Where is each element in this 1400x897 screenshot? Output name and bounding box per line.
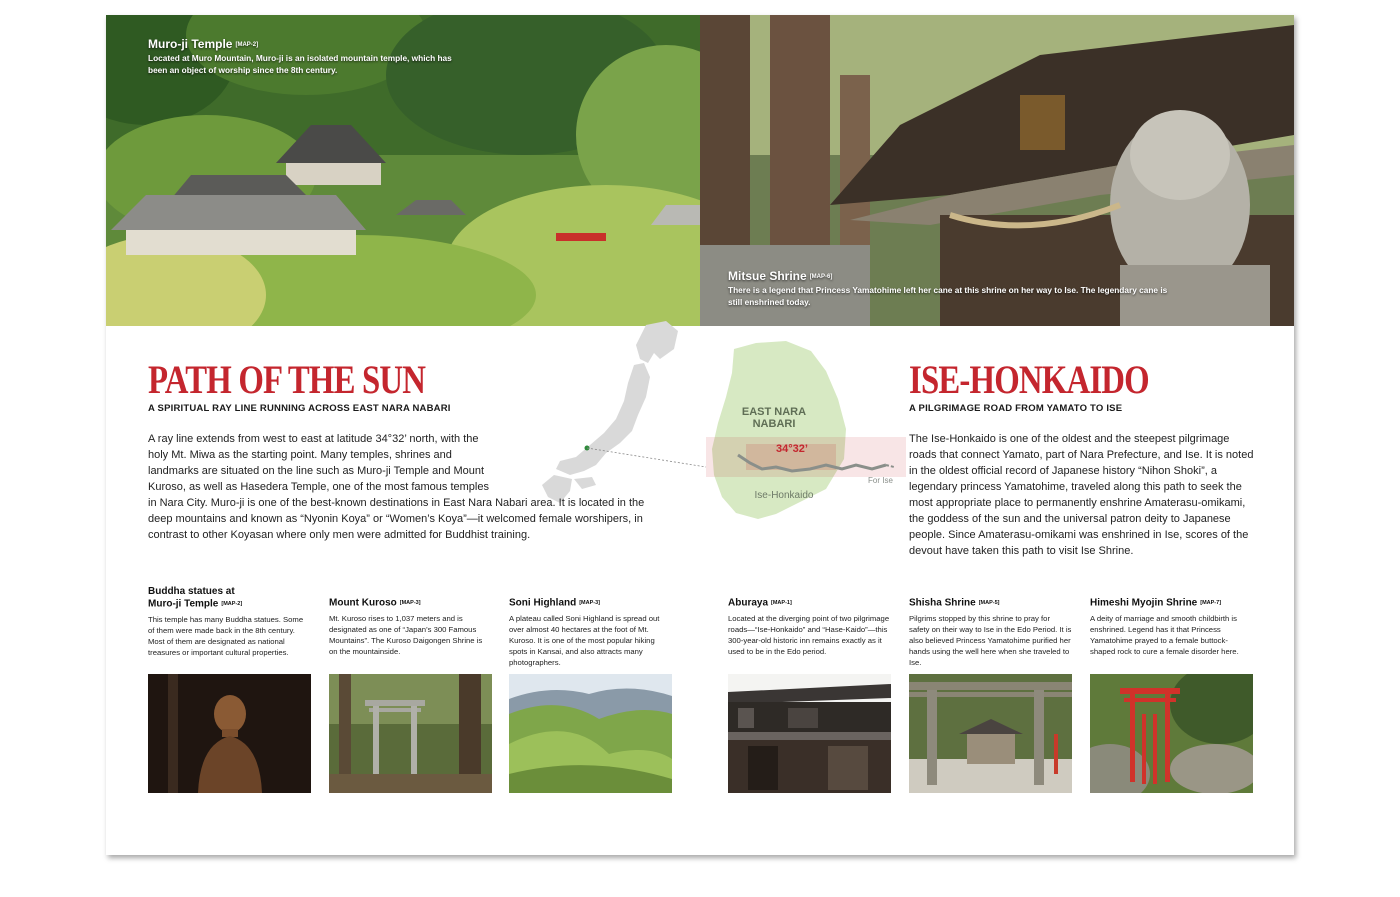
ise-honkaido-title: ISE-HONKAIDO <box>909 357 1149 402</box>
shisha-shrine-photo <box>909 674 1072 793</box>
latitude-label: 34°32’ <box>776 443 808 455</box>
himeshi-myojin-shrine-photo <box>1090 674 1253 793</box>
spot-description: A deity of marriage and smooth childbirth is enshrined. Legend has it that Princess Yamatohime prayed to a female buttock-shaped rock to cure a female disorder here. <box>1090 613 1239 656</box>
soni-highland-photo <box>509 674 672 793</box>
mount-kuroso-photo <box>329 674 492 793</box>
spot-name-line2: Muro-ji Temple <box>148 598 219 610</box>
spot-map-ref: [MAP-1] <box>771 600 792 606</box>
spot-name-line2: Shisha Shrine <box>909 597 976 609</box>
path-of-the-sun-title: PATH OF THE SUN <box>148 357 426 402</box>
spot-description: Pilgrims stopped by this shrine to pray for safety on their way to Ise in the Edo Period. It is also believed Princess Yamatohime purified her hands using the well here when she traveled to Ise. <box>909 613 1072 667</box>
ise-honkaido-body: The Ise-Honkaido is one of the oldest and the steepest pilgrimage roads that connect Yamato, part of Nara Prefecture, and Ise. It is noted in the oldest official record of Japanese history “Nihon Shoki”, a legendary princess Yamatohime, traveled along this path to seek the most appropriate place to permanently enshrine Amaterasu-omikami, the goddess of the sun and the universal patron deity to Japanese people. Since Amaterasu-omikami was enshrined in Ise, scores of the devout have taken this path to visit Ise Shrine. <box>909 433 1254 557</box>
buddha-statue-photo <box>148 674 311 793</box>
spot-map-ref: [MAP-5] <box>978 600 1000 606</box>
region-label-line1: EAST NARA <box>741 406 807 418</box>
mitsue-description: There is a legend that Princess Yamatohime left her cane at this shrine on her way to Ise. The legendary cane is still enshrined today. <box>728 285 1168 307</box>
spot-name <box>1090 597 1253 610</box>
spot-name-line1: Buddha statues at <box>148 586 235 597</box>
mitsue-caption <box>728 269 1168 308</box>
path-of-the-sun-body-text: A ray line extends from west to east at latitude 34°32’ north, with the holy Mt. Miwa as the starting point. Many temples, shrines and landmarks are situated on the line such as Muro-ji Temple and Mount Kuroso, as well as Hasedera Temple, one of the most famous temples in Nara City. Muro-ji is one of the best-known destinations in East Nara Nabari area. It is located in the deep mountains and known as “Nyonin Koya” or “Women’s Koya”—it welcomed female worshipers, in contrast to other Koyasan where only men were admitted for Buddhist training. <box>148 433 645 541</box>
spot-name <box>329 597 492 610</box>
spot-aburaya <box>728 597 891 657</box>
spot-buddha-statues <box>148 586 311 658</box>
mitsue-title: Mitsue Shrine <box>728 269 807 283</box>
spot-map-ref: [MAP-2] <box>221 601 243 607</box>
murooji-caption <box>148 37 458 76</box>
spot-name <box>728 597 891 610</box>
murooji-temple-photo <box>106 15 700 326</box>
spot-mount-kuroso <box>329 597 492 657</box>
murooji-map-ref: [MAP-2] <box>235 41 259 48</box>
spot-description: This temple has many Buddha statues. Some of them were made back in the 8th century. Most of them are designated as national treasures or important cultural properties. <box>148 614 304 657</box>
spot-soni-highland <box>509 597 672 668</box>
region-label-line2: NABARI <box>752 418 796 430</box>
spot-name-line2: Soni Highland <box>509 597 577 609</box>
brochure-spread <box>106 15 1294 855</box>
mitsue-shrine-photo <box>700 15 1294 326</box>
spot-name <box>909 597 1072 610</box>
spot-himeshi-myojin-shrine <box>1090 597 1253 657</box>
spot-description: Located at the diverging point of two pilgrimage roads—“Ise-Honkaido” and “Hase-Kaido”—this 300-year-old historic inn remains exactly as it used to be in the Edo period. <box>728 613 890 656</box>
murooji-description: Located at Muro Mountain, Muro-ji is an isolated mountain temple, which has been an object of worship since the 8th century. <box>148 53 452 75</box>
spot-description: Mt. Kuroso rises to 1,037 meters and is designated as one of “Japan’s 300 Famous Mountains”. The Kuroso Daigongen Shrine is on the mountainside. <box>329 613 483 656</box>
spot-shisha-shrine <box>909 597 1072 668</box>
spot-description: A plateau called Soni Highland is spread out over almost 40 hectares at the foot of Mt. Kuroso. It is one of the most popular hiking spots in Kansai, and also attracts many photographers. <box>509 613 660 667</box>
spot-name <box>509 597 672 610</box>
murooji-title: Muro-ji Temple <box>148 37 233 51</box>
spot-map-ref: [MAP-3] <box>399 600 421 606</box>
spot-name-line2: Mount Kuroso <box>329 597 397 609</box>
road-label: Ise-Honkaido <box>754 490 814 501</box>
spot-name-line2: Aburaya <box>728 597 769 609</box>
aburaya-photo <box>728 674 891 793</box>
spot-map-ref: [MAP-3] <box>579 600 600 606</box>
for-ise-label: For Ise <box>868 476 893 485</box>
map-text-wrap <box>498 431 668 495</box>
spot-name-line2: Himeshi Myojin Shrine <box>1090 597 1198 609</box>
spot-map-ref: [MAP-7] <box>1200 600 1222 606</box>
ise-honkaido-subtitle: A PILGRIMAGE ROAD FROM YAMATO TO ISE <box>909 403 1123 414</box>
mitsue-map-ref: [MAP-6] <box>809 273 833 280</box>
spot-name <box>148 586 311 611</box>
path-of-the-sun-body <box>148 431 668 543</box>
path-of-the-sun-subtitle: A SPIRITUAL RAY LINE RUNNING ACROSS EAST NARA NABARI <box>148 403 451 414</box>
